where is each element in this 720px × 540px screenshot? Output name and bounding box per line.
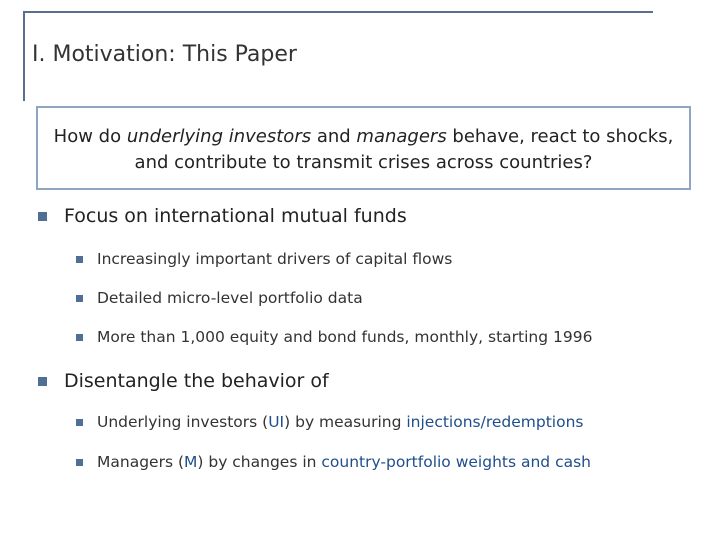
slide-title: I. Motivation: This Paper — [32, 42, 297, 67]
title-top-rule — [23, 11, 653, 13]
bullet-text: Focus on international mutual funds — [64, 205, 407, 227]
sub-bullet-text — [97, 453, 591, 471]
title-left-rule — [23, 11, 25, 101]
question-emphasis-managers: managers — [356, 126, 447, 147]
square-bullet-icon — [38, 212, 47, 221]
highlight-weights: country-portfolio weights and cash — [321, 453, 591, 471]
square-bullet-icon — [38, 377, 47, 386]
sub-bullet-text — [97, 413, 583, 431]
text-segment: ) by measuring — [284, 413, 407, 431]
text-segment: ) by changes in — [197, 453, 322, 471]
sub-bullet-text: More than 1,000 equity and bond funds, monthly, starting 1996 — [97, 328, 593, 346]
square-bullet-icon — [76, 334, 83, 341]
text-segment: Managers ( — [97, 453, 184, 471]
question-emphasis-investors: underlying investors — [126, 126, 312, 147]
question-part2: and — [311, 126, 357, 147]
text-segment: Underlying investors ( — [97, 413, 269, 431]
sub-bullet-text: Detailed micro-level portfolio data — [97, 289, 363, 307]
square-bullet-icon — [76, 295, 83, 302]
highlight-m: M — [184, 453, 198, 471]
question-part3: behave, react to shocks, and contribute to transmit crises across countries? — [134, 126, 674, 173]
sub-bullet-text: Increasingly important drivers of capital flows — [97, 250, 453, 268]
question-part1: How do — [53, 126, 127, 147]
research-question-box — [36, 106, 691, 190]
research-question — [38, 124, 689, 176]
square-bullet-icon — [76, 256, 83, 263]
square-bullet-icon — [76, 419, 83, 426]
bullet-text: Disentangle the behavior of — [64, 370, 329, 392]
highlight-injections: injections/redemptions — [406, 413, 584, 431]
square-bullet-icon — [76, 459, 83, 466]
highlight-ui: UI — [268, 413, 285, 431]
